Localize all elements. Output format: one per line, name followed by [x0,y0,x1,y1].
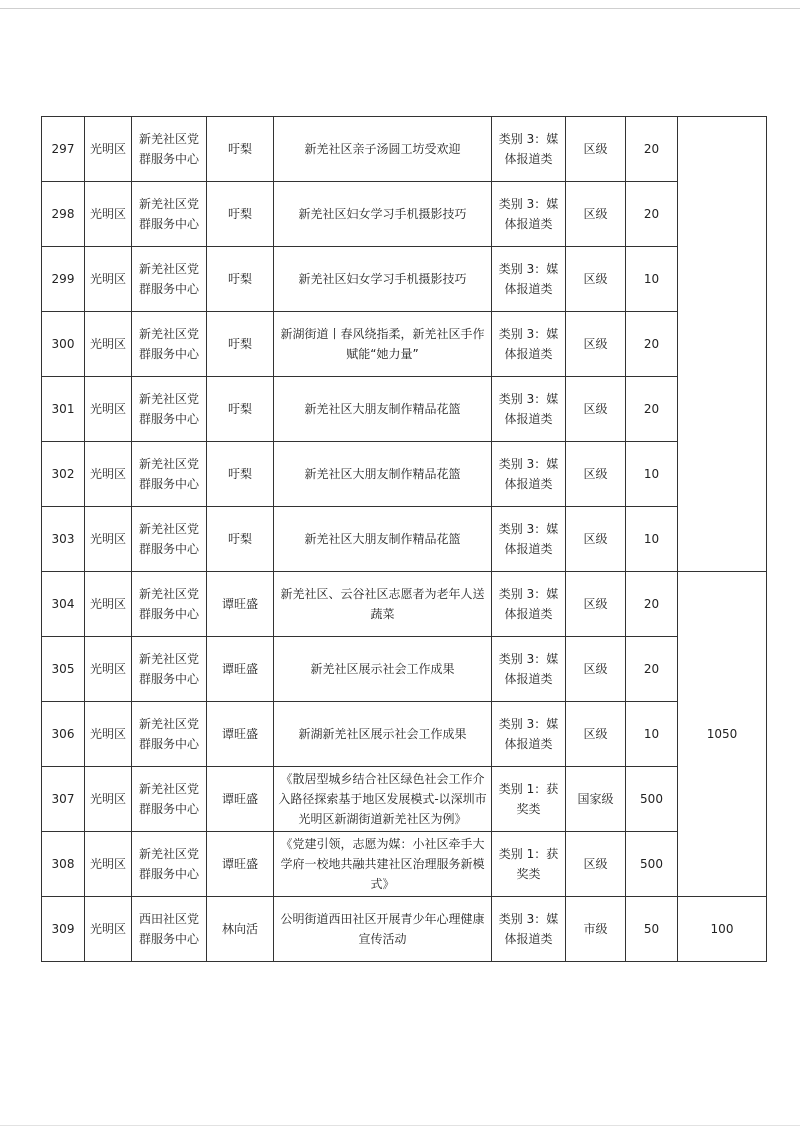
cell-level: 市级 [566,897,626,962]
cell-district: 光明区 [85,442,132,507]
cell-score: 20 [626,182,678,247]
cell-district: 光明区 [85,832,132,897]
cell-score: 20 [626,312,678,377]
cell-organization: 新羌社区党群服务中心 [132,377,207,442]
cell-number: 297 [42,117,85,182]
cell-organization: 新羌社区党群服务中心 [132,442,207,507]
cell-title: 新羌社区亲子汤圆工坊受欢迎 [274,117,492,182]
scan-edge-line [0,8,800,9]
cell-number: 306 [42,702,85,767]
cell-district: 光明区 [85,637,132,702]
cell-district: 光明区 [85,247,132,312]
cell-level: 区级 [566,182,626,247]
cell-title: 新羌社区大朋友制作精品花篮 [274,377,492,442]
cell-score: 10 [626,507,678,572]
cell-score: 10 [626,442,678,507]
cell-person: 林向活 [207,897,274,962]
cell-number: 301 [42,377,85,442]
cell-district: 光明区 [85,182,132,247]
cell-district: 光明区 [85,377,132,442]
table-row [42,767,767,832]
cell-organization: 新羌社区党群服务中心 [132,572,207,637]
cell-title: 新湖新羌社区展示社会工作成果 [274,702,492,767]
cell-organization: 新羌社区党群服务中心 [132,182,207,247]
cell-district: 光明区 [85,767,132,832]
table-row [42,182,767,247]
cell-category: 类别 3：媒体报道类 [492,897,566,962]
cell-organization: 新羌社区党群服务中心 [132,702,207,767]
cell-organization: 新羌社区党群服务中心 [132,117,207,182]
cell-district: 光明区 [85,117,132,182]
cell-group-total: 1050 [678,572,767,897]
cell-category: 类别 3：媒体报道类 [492,247,566,312]
cell-title: 新羌社区大朋友制作精品花篮 [274,507,492,572]
cell-title: 《散居型城乡结合社区绿色社会工作介入路径探索基于地区发展模式-以深圳市光明区新湖街道新羌社区为例》 [274,767,492,832]
table-row [42,637,767,702]
cell-level: 区级 [566,247,626,312]
cell-category: 类别 3：媒体报道类 [492,182,566,247]
cell-person: 谭旺盛 [207,572,274,637]
cell-group-total: 100 [678,897,767,962]
table-row [42,247,767,312]
cell-title: 新羌社区妇女学习手机摄影技巧 [274,247,492,312]
cell-title: 新羌社区妇女学习手机摄影技巧 [274,182,492,247]
cell-score: 500 [626,767,678,832]
cell-category: 类别 3：媒体报道类 [492,572,566,637]
cell-level: 区级 [566,507,626,572]
cell-person: 谭旺盛 [207,637,274,702]
cell-district: 光明区 [85,897,132,962]
cell-number: 298 [42,182,85,247]
cell-level: 区级 [566,312,626,377]
table-row [42,312,767,377]
cell-person: 吁梨 [207,377,274,442]
cell-number: 303 [42,507,85,572]
cell-district: 光明区 [85,702,132,767]
points-table [41,116,767,962]
cell-level: 区级 [566,377,626,442]
cell-person: 谭旺盛 [207,767,274,832]
cell-district: 光明区 [85,312,132,377]
cell-level: 区级 [566,442,626,507]
cell-category: 类别 3：媒体报道类 [492,117,566,182]
cell-title: 新羌社区展示社会工作成果 [274,637,492,702]
cell-score: 10 [626,702,678,767]
cell-title: 新羌社区大朋友制作精品花篮 [274,442,492,507]
cell-organization: 新羌社区党群服务中心 [132,312,207,377]
table-row [42,832,767,897]
cell-category: 类别 3：媒体报道类 [492,507,566,572]
table-row [42,572,767,637]
cell-organization: 新羌社区党群服务中心 [132,832,207,897]
cell-person: 吁梨 [207,247,274,312]
cell-person: 吁梨 [207,442,274,507]
cell-score: 500 [626,832,678,897]
cell-organization: 新羌社区党群服务中心 [132,507,207,572]
cell-organization: 新羌社区党群服务中心 [132,637,207,702]
cell-score: 20 [626,572,678,637]
cell-district: 光明区 [85,572,132,637]
cell-person: 谭旺盛 [207,832,274,897]
table-row [42,442,767,507]
cell-organization: 新羌社区党群服务中心 [132,247,207,312]
cell-number: 299 [42,247,85,312]
cell-category: 类别 3：媒体报道类 [492,312,566,377]
cell-category: 类别 1：获奖类 [492,832,566,897]
cell-number: 302 [42,442,85,507]
cell-score: 20 [626,637,678,702]
cell-score: 10 [626,247,678,312]
cell-total-blank [678,117,767,572]
cell-person: 吁梨 [207,117,274,182]
cell-district: 光明区 [85,507,132,572]
cell-person: 吁梨 [207,182,274,247]
cell-category: 类别 3：媒体报道类 [492,377,566,442]
cell-organization: 西田社区党群服务中心 [132,897,207,962]
table-row [42,702,767,767]
cell-level: 国家级 [566,767,626,832]
cell-title: 新羌社区、云谷社区志愿者为老年人送蔬菜 [274,572,492,637]
cell-level: 区级 [566,702,626,767]
cell-score: 20 [626,117,678,182]
cell-person: 谭旺盛 [207,702,274,767]
cell-level: 区级 [566,637,626,702]
cell-title: 公明街道西田社区开展青少年心理健康宣传活动 [274,897,492,962]
cell-title: 《党建引领，志愿为媒：小社区牵手大学府一校地共融共建社区治理服务新模式》 [274,832,492,897]
table-row [42,377,767,442]
cell-category: 类别 3：媒体报道类 [492,702,566,767]
cell-organization: 新羌社区党群服务中心 [132,767,207,832]
cell-person: 吁梨 [207,507,274,572]
table-row [42,117,767,182]
cell-category: 类别 3：媒体报道类 [492,637,566,702]
cell-level: 区级 [566,572,626,637]
cell-number: 307 [42,767,85,832]
table-row [42,507,767,572]
cell-number: 308 [42,832,85,897]
cell-level: 区级 [566,832,626,897]
cell-category: 类别 1：获奖类 [492,767,566,832]
scan-edge-line [0,1125,800,1126]
cell-number: 309 [42,897,85,962]
cell-level: 区级 [566,117,626,182]
cell-number: 305 [42,637,85,702]
cell-score: 50 [626,897,678,962]
cell-title: 新湖街道丨春风绕指柔，新羌社区手作赋能“她力量” [274,312,492,377]
cell-category: 类别 3：媒体报道类 [492,442,566,507]
table-row [42,897,767,962]
cell-number: 304 [42,572,85,637]
cell-number: 300 [42,312,85,377]
cell-person: 吁梨 [207,312,274,377]
cell-score: 20 [626,377,678,442]
